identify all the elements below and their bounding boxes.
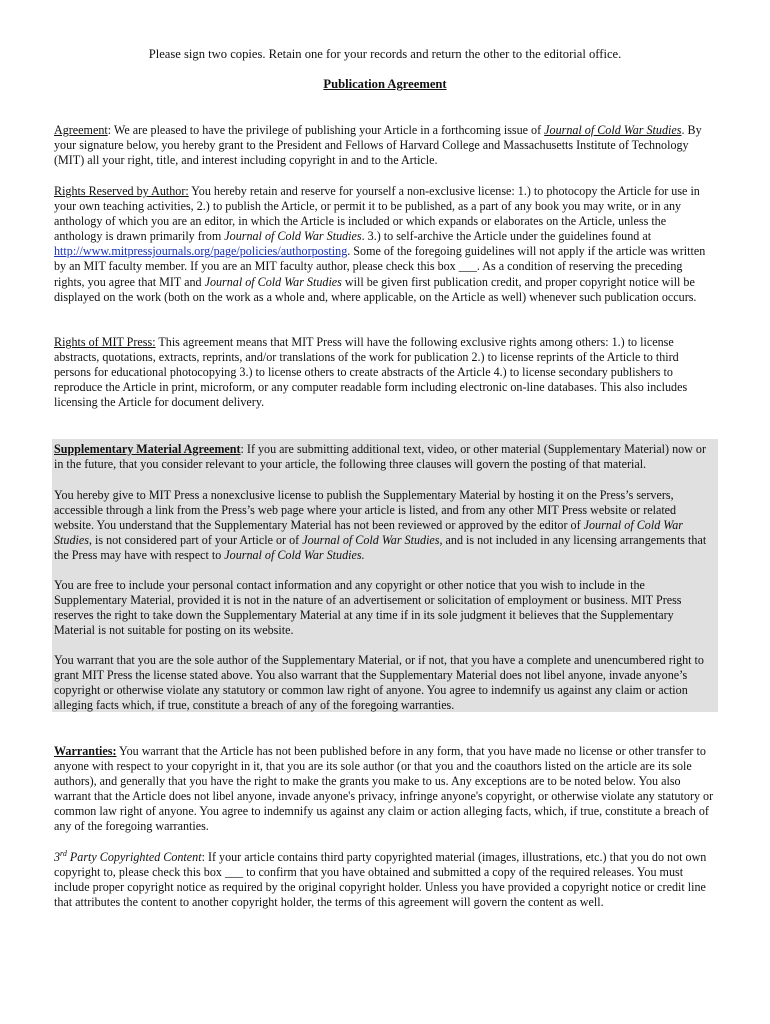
supplementary-journal-2: Journal of Cold War Studies, [302, 533, 443, 548]
supplementary-warranty-paragraph: You warrant that you are the sole author of the Supplementary Material, or if not, that you have a complete and unencumbered right to grant MIT Press the license stated above. You also warrant that the Supplementary Material does not libel anyone, invade anyone’s copyright or otherwise violate any statutory or common law right of anyone. You agree to indemnify us against any claim or action alleging facts which, if true, constitute a breach of any of the foregoing warranties. [54, 653, 704, 713]
agreement-text-2: . By your signature below, you hereby grant to the President and Fellows of Harvard College and Massachusetts Institute of Technology (MIT) all your right, title, and interest including copyright in and to the Article. [54, 123, 702, 168]
instructions-line: Please sign two copies. Retain one for your records and return the other to the editorial office. [148, 47, 622, 61]
rights-mit-paragraph [54, 335, 716, 410]
third-party-heading-number: 3 [54, 850, 61, 864]
supplementary-journal-1: Journal of Cold War Studies [54, 518, 683, 548]
third-party-heading [54, 850, 202, 864]
rights-mit-heading: Rights of MIT Press: [54, 335, 156, 349]
warranties-text: You warrant that the Article has not been published before in any form, that you have made no license or other transfer to anyone with respect to your copyright in it, that you are its sole author (or that you and the coauthors listed on the article are its sole authors), and generally that you have the right to make the grants you make to us. Any exceptions are to be noted below. You also warrant that the Article does not libel anyone, invade anyone's privacy, infringe anyone's copyright, or otherwise violate any statutory or common law right of anyone. You agree to indemnify us against any claim or action alleging facts, which, if true, constitute a breach of any of the foregoing warranties. [54, 744, 714, 834]
document-title: Publication Agreement [323, 77, 447, 91]
agreement-text-1: : We are pleased to have the privilege of publishing your Article in a forthcoming issue of [107, 123, 545, 137]
third-party-text: : If your article contains third party copyrighted material (images, illustrations, etc.) that you do not own copyright to, please check this box ___ to confirm that you have obtained and submitted a copy of the required releases. You must include proper copyright notice as required by the original copyright holder. Unless you have provided a copyright notice or credit line that attributes the content to another copyright holder, the terms of this agreement will govern the content as well. [54, 850, 707, 910]
rights-reserved-text-2: . 3.) to self-archive the Article under the guidelines found at [361, 229, 652, 244]
rights-reserved-journal-2: Journal of Cold War Studies [204, 274, 342, 289]
agreement-journal-title: Journal of Cold War Studies [544, 123, 682, 137]
warranties-paragraph [54, 744, 716, 835]
rights-reserved-paragraph [54, 184, 716, 305]
rights-reserved-text-4: will be given first publication credit, and proper copyright notice will be displayed on the work (both on the work as a whole and, where applicable, on the Article as well) whenever such publication occurs. [54, 274, 697, 304]
supplementary-intro-paragraph [54, 442, 716, 472]
supplementary-license-text-3: and is not included in any licensing arrangements that the Press may have with respect to [54, 533, 707, 563]
warranties-heading: Warranties: [54, 744, 117, 758]
rights-reserved-text-1: You hereby retain and reserve for yourself a non-exclusive license: 1.) to photocopy the Article for use in your own teaching activities, 2.) to publish the Article, or permit it to be published, as a part of any book you may write, or in any anthology of which you are an editor, in which the Article is included or which expands or elaborates on the Article, unless the anthology is drawn primarily from [54, 184, 700, 244]
rights-reserved-heading: Rights Reserved by Author: [54, 184, 189, 198]
supplementary-license-text-2: , is not considered part of your Article or of [88, 533, 303, 548]
supplementary-license-paragraph [54, 488, 716, 563]
agreement-heading: Agreement [54, 123, 108, 137]
supplementary-journal-3: Journal of Cold War Studies. [224, 548, 365, 563]
supplementary-contact-paragraph: You are free to include your personal contact information and any copyright or other notice that you wish to include in the Supplementary Material, provided it is not in the nature of an advertisement or solicitation of employment or business. MIT Press reserves the right to take down the Supplementary Material at any time if in its sole judgment it believes that the Supplementary Material is not suitable for posting on its website. [54, 578, 682, 638]
agreement-paragraph [54, 123, 716, 168]
rights-mit-text: This agreement means that MIT Press will have the following exclusive rights among others: 1.) to license abstracts, quotations, extracts, reprints, and/or translations of the work for publication 2.) to license reprints of the Article to third persons for educational photocopying 3.) to license others to create abstracts of the Article 4.) to license secondary publishers to reproduce the Article in print, microform, or any computer readable form including electronic on-line databases. This also includes licensing the Article for document delivery. [54, 335, 688, 410]
rights-reserved-journal-1: Journal of Cold War Studies [224, 229, 362, 244]
third-party-heading-suffix: rd [60, 848, 67, 858]
supplementary-heading: Supplementary Material Agreement [54, 442, 241, 456]
third-party-heading-rest: Party Copyrighted Content [66, 850, 202, 864]
supplementary-intro-text: : If you are submitting additional text, video, or other material (Supplementary Material) now or in the future, that you consider relevant to your article, the following three clauses will govern the posting of that material. [54, 442, 707, 472]
rights-reserved-text-3: . Some of the foregoing guidelines will not apply if the article was written by an MIT faculty member. If you are an MIT faculty author, please check this box ___. As a condition of reserving the preceding rights, you agree that MIT and [54, 244, 706, 289]
author-posting-link[interactable]: http://www.mitpressjournals.org/page/policies/authorposting [54, 244, 348, 259]
supplementary-license-text-1: You hereby give to MIT Press a nonexclusive license to publish the Supplementary Material by hosting it on the Press’s servers, accessible through a link from the Press’s web page where your article is listed, and from any other MIT Press website or related website. You understand that the Supplementary Material has not been reviewed or approved by the editor of [54, 488, 677, 533]
third-party-paragraph [54, 850, 716, 910]
